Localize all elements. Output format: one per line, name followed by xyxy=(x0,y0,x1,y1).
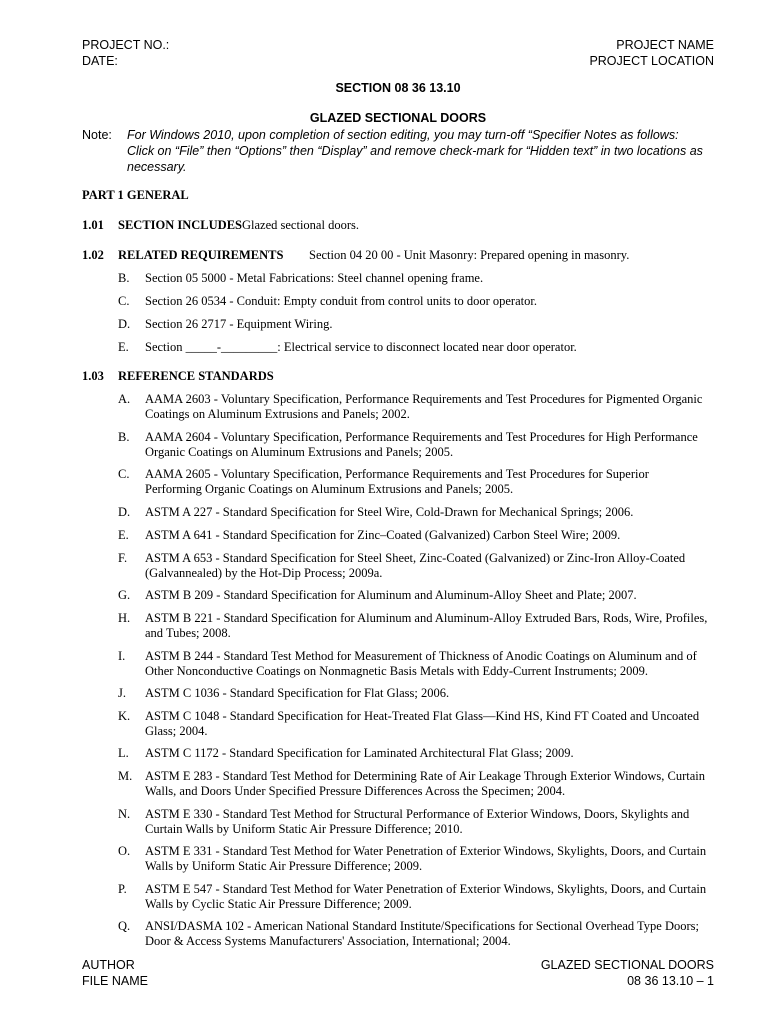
item-letter: D. xyxy=(118,317,131,331)
item-letter: B. xyxy=(118,430,130,444)
item-text-line-1: ASTM E 331 - Standard Test Method for Water Penetration of Exterior Windows, Skylights, Doors, and Curtain xyxy=(145,844,707,858)
article-heading xyxy=(118,218,359,233)
item-text-line-2: Walls, and Doors Under Specified Pressure Differences Across the Specimen; 2004. xyxy=(145,784,566,798)
item-letter: B. xyxy=(118,271,130,285)
item-text xyxy=(145,769,721,799)
item-text: Section 26 2717 - Equipment Wiring. xyxy=(145,317,333,331)
item-letter: I. xyxy=(118,649,126,663)
item-text-line-2: (Galvannealed) by the Hot-Dip Process; 2009a. xyxy=(145,566,383,580)
item-text-line-1: ASTM A 227 - Standard Specification for Steel Wire, Cold-Drawn for Mechanical Springs; 2006. xyxy=(145,505,634,519)
item-text-line-1: ASTM A 653 - Standard Specification for Steel Sheet, Zinc-Coated (Galvanized) or Zinc-Iron Alloy-Coated xyxy=(145,551,686,565)
section-title: GLAZED SECTIONAL DOORS xyxy=(309,111,487,125)
item-letter: G. xyxy=(118,588,131,602)
item-text-line-2: and Tubes; 2008. xyxy=(145,626,231,640)
item-text xyxy=(145,551,721,581)
item-text-line-1: AAMA 2605 - Voluntary Specification, Performance Requirements and Test Procedures for Superior xyxy=(145,467,649,481)
item-letter: A. xyxy=(118,392,131,406)
item-text-line-1: ASTM B 209 - Standard Specification for Aluminum and Aluminum-Alloy Sheet and Plate; 2007. xyxy=(145,588,637,602)
note-line-1: For Windows 2010, upon completion of section editing, you may turn-off “Specifier Notes as follows: xyxy=(127,128,679,142)
page-number: 08 36 13.10 – 1 xyxy=(627,974,714,988)
item-text-line-2: Door & Access Systems Manufacturers' Association, International; 2004. xyxy=(145,934,511,948)
item-text-line-2: Other Nonconductive Coatings on Nonmagnetic Basis Metals with Eddy-Current Instruments; 2009. xyxy=(145,664,649,678)
item-text xyxy=(145,588,721,603)
item-letter: J. xyxy=(118,686,126,700)
item-letter: O. xyxy=(118,844,131,858)
item-text xyxy=(145,709,721,739)
item-text xyxy=(145,807,721,837)
item-letter: K. xyxy=(118,709,131,723)
item-text-line-1: AAMA 2603 - Voluntary Specification, Performance Requirements and Test Procedures for Pigmented Organic xyxy=(145,392,703,406)
article-title: SECTION INCLUDES xyxy=(118,218,242,232)
article-title: REFERENCE STANDARDS xyxy=(118,369,274,383)
footer-left xyxy=(82,957,148,989)
footer-doc-title: GLAZED SECTIONAL DOORS xyxy=(540,958,714,972)
article-number: 1.03 xyxy=(82,369,104,383)
article-1-02 xyxy=(0,248,770,264)
project-name-label: PROJECT NAME xyxy=(616,38,714,52)
date-label: DATE: xyxy=(82,54,118,68)
item-text-line-1: ASTM B 221 - Standard Specification for Aluminum and Aluminum-Alloy Extruded Bars, Rods, Wire, Profiles, xyxy=(145,611,708,625)
item-text xyxy=(145,686,721,701)
item-text-line-1: ASTM C 1048 - Standard Specification for Heat-Treated Flat Glass—Kind HS, Kind FT Coated and Uncoated xyxy=(145,709,700,723)
project-location-label: PROJECT LOCATION xyxy=(589,54,714,68)
item-letter: C. xyxy=(118,294,130,308)
item-letter: E. xyxy=(118,528,129,542)
article-1-01 xyxy=(0,218,770,234)
item-text-line-1: ASTM A 641 - Standard Specification for Zinc–Coated (Galvanized) Carbon Steel Wire; 2009. xyxy=(145,528,621,542)
item-letter: Q. xyxy=(118,919,131,933)
specifier-note xyxy=(127,127,722,175)
header-right xyxy=(589,37,714,69)
item-text-line-1: ASTM E 330 - Standard Test Method for Structural Performance of Exterior Windows, Doors, Skylights and xyxy=(145,807,690,821)
item-text-line-2: Walls by Cyclic Static Air Pressure Difference; 2009. xyxy=(145,897,412,911)
item-text xyxy=(145,882,721,912)
item-letter: E. xyxy=(118,340,129,354)
item-text-line-1: AAMA 2604 - Voluntary Specification, Performance Requirements and Test Procedures for High Performance xyxy=(145,430,698,444)
article-number: 1.01 xyxy=(82,218,104,232)
item-text-line-2: Organic Coatings on Aluminum Extrusions and Panels; 2005. xyxy=(145,445,454,459)
item-text xyxy=(145,746,721,761)
item-text-line-2: Coatings on Aluminum Extrusions and Panels; 2002. xyxy=(145,407,410,421)
item-text: Section 26 0534 - Conduit: Empty conduit from control units to door operator. xyxy=(145,294,537,308)
item-text-line-2: Performing Organic Coatings on Aluminum Extrusions and Panels; 2005. xyxy=(145,482,514,496)
item-text xyxy=(145,919,721,949)
item-letter: H. xyxy=(118,611,131,625)
note-label: Note: xyxy=(82,128,112,142)
article-text: Glazed sectional doors. xyxy=(242,218,359,232)
item-letter: L. xyxy=(118,746,129,760)
note-line-3: necessary. xyxy=(127,160,187,174)
item-text-line-1: ASTM E 547 - Standard Test Method for Water Penetration of Exterior Windows, Skylights, Doors, and Curtain xyxy=(145,882,707,896)
item-text xyxy=(145,528,721,543)
item-text-line-2: Walls by Uniform Static Air Pressure Difference; 2009. xyxy=(145,859,423,873)
item-text xyxy=(145,430,721,460)
item-text: Section _____-_________: Electrical service to disconnect located near door operator. xyxy=(145,340,577,354)
article-1-03 xyxy=(0,369,770,385)
item-letter: M. xyxy=(118,769,133,783)
item-letter: P. xyxy=(118,882,127,896)
file-name-label: FILE NAME xyxy=(82,974,148,988)
article-title: RELATED REQUIREMENTS xyxy=(118,248,284,262)
item-text-line-1: ANSI/DASMA 102 - American National Standard Institute/Specifications for Sectional Overhead Type Doors; xyxy=(145,919,699,933)
note-line-2: Click on “File” then “Options” then “Display” and remove check-mark for “Hidden text” in two locations as xyxy=(127,144,703,158)
footer-right xyxy=(541,957,714,989)
item-letter: C. xyxy=(118,467,130,481)
item-text-line-2: Glass; 2004. xyxy=(145,724,208,738)
part-1-title: PART 1 GENERAL xyxy=(82,188,189,202)
item-text xyxy=(145,505,721,520)
item-text-line-1: ASTM C 1036 - Standard Specification for Flat Glass; 2006. xyxy=(145,686,450,700)
project-no-label: PROJECT NO.: xyxy=(82,38,170,52)
item-text xyxy=(145,467,721,497)
item-letter: D. xyxy=(118,505,131,519)
item-text-line-1: ASTM B 244 - Standard Test Method for Measurement of Thickness of Anodic Coatings on Aluminum and of xyxy=(145,649,697,663)
item-text xyxy=(145,392,721,422)
header-left xyxy=(82,37,169,69)
item-text xyxy=(145,611,721,641)
item-letter: F. xyxy=(118,551,128,565)
article-number: 1.02 xyxy=(82,248,104,262)
item-letter: N. xyxy=(118,807,131,821)
item-text-line-1: ASTM E 283 - Standard Test Method for Determining Rate of Air Leakage Through Exterior Windows, Curtain xyxy=(145,769,705,783)
item-text xyxy=(145,649,721,679)
section-number: SECTION 08 36 13.10 xyxy=(335,81,461,95)
related-first-item: Section 04 20 00 - Unit Masonry: Prepared opening in masonry. xyxy=(309,248,630,262)
item-text xyxy=(145,844,721,874)
author-label: AUTHOR xyxy=(82,958,135,972)
item-text-line-1: ASTM C 1172 - Standard Specification for Laminated Architectural Flat Glass; 2009. xyxy=(145,746,574,760)
item-text-line-2: Curtain Walls by Uniform Static Air Pressure Difference; 2010. xyxy=(145,822,463,836)
item-text: Section 05 5000 - Metal Fabrications: Steel channel opening frame. xyxy=(145,271,484,285)
